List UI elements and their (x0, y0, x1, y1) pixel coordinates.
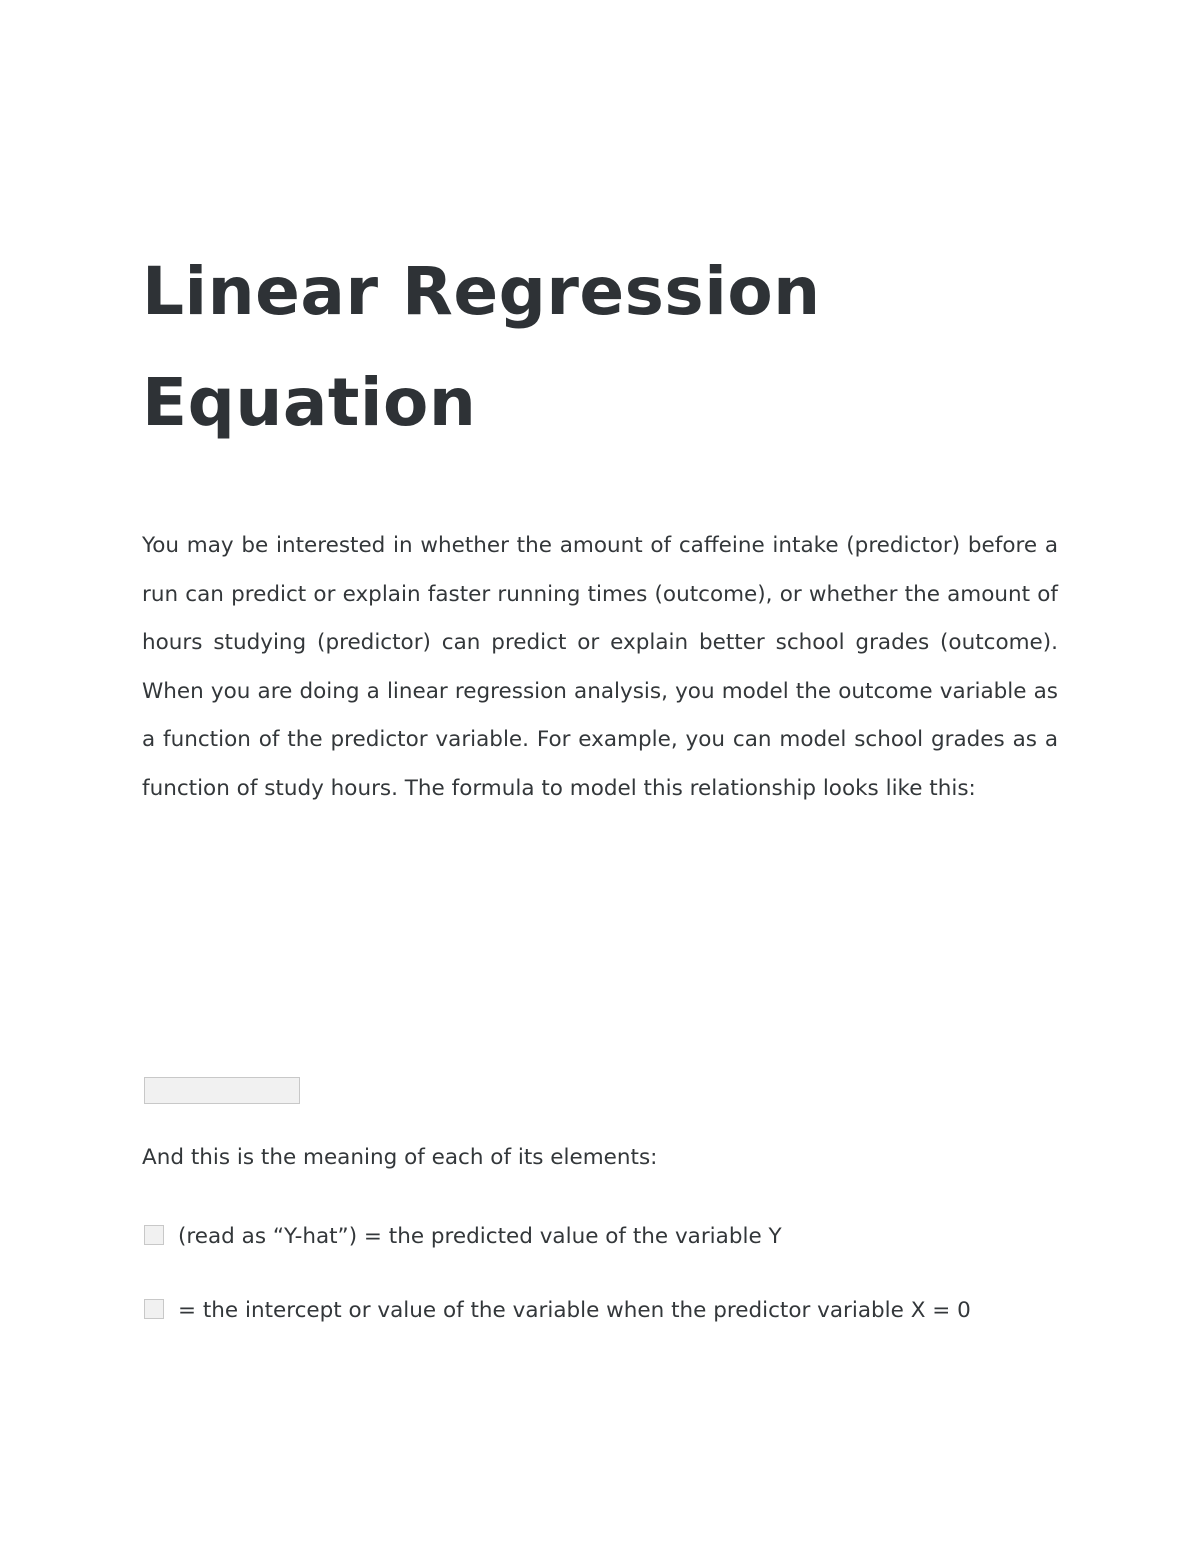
formula-image-placeholder (144, 1077, 300, 1104)
intro-paragraph: You may be interested in whether the amount of caffeine intake (predictor) before a run can predict or explain faster running times (outcome), or whether the amount of hours studying (predictor) can predict or explain better school grades (outcome). When you are doing a linear regression analysis, you model the outcome variable as a function of the predictor variable. For example, you can model school grades as a function of study hours. The formula to model this relationship looks like this: (142, 533, 1058, 801)
element-definition-text: (read as “Y-hat”) = the predicted value of the variable Y (178, 1224, 782, 1249)
intercept-symbol-placeholder (144, 1299, 164, 1319)
page-title (142, 236, 1082, 458)
y-hat-symbol-placeholder (144, 1225, 164, 1245)
element-definition-y-hat (142, 1212, 1022, 1262)
title-line-2: Equation (142, 364, 477, 441)
element-definition-intercept (142, 1286, 1022, 1336)
elements-intro: And this is the meaning of each of its elements: (142, 1145, 658, 1170)
title-line-1: Linear Regression (142, 253, 821, 330)
element-definition-text: = the intercept or value of the variable when the predictor variable X = 0 (178, 1298, 971, 1323)
